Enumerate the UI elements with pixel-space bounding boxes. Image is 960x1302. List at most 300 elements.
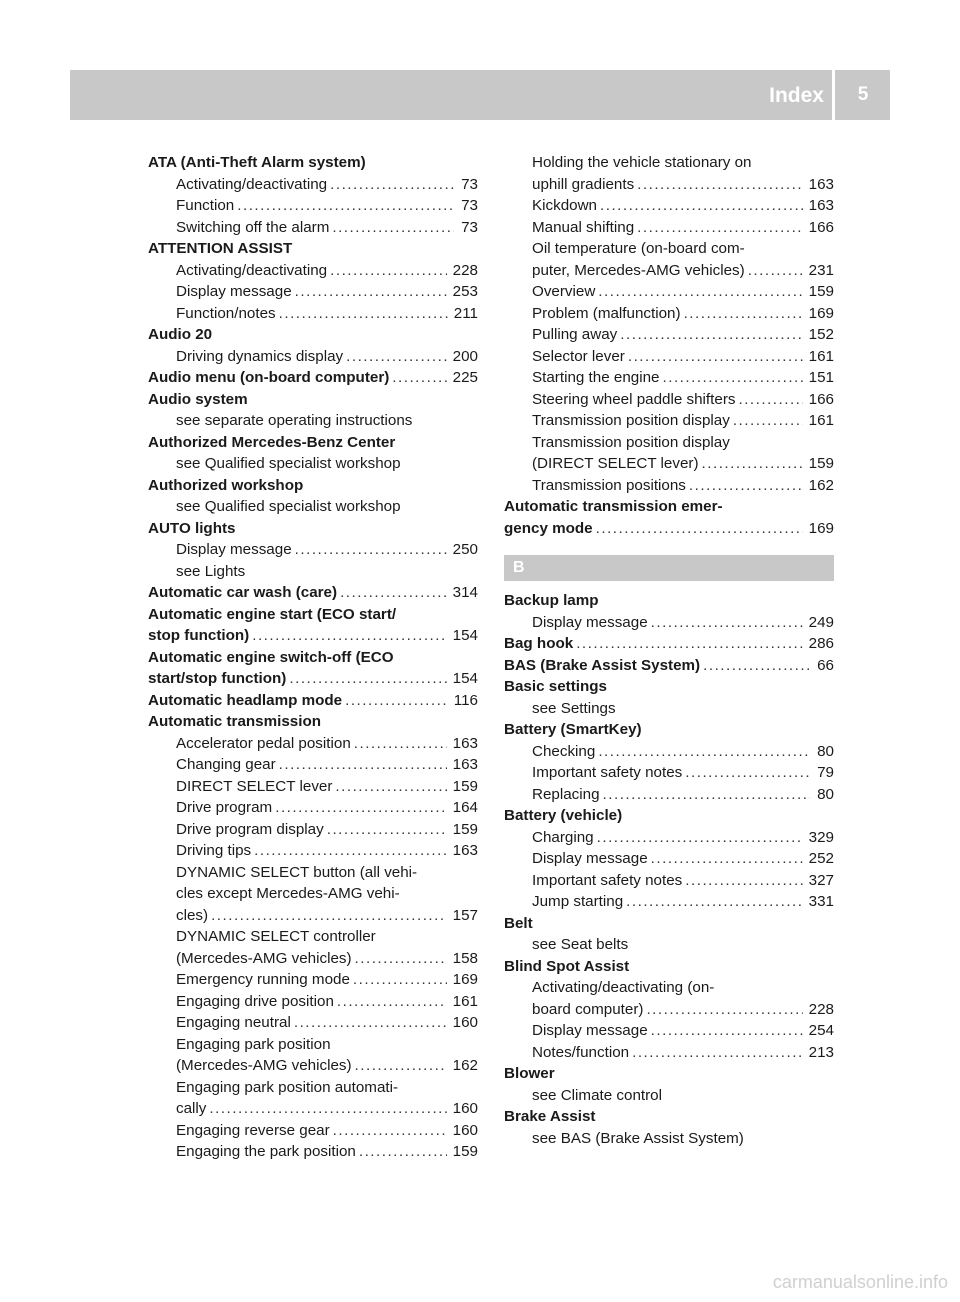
entry-text: puter, Mercedes-AMG vehicles) — [532, 261, 745, 279]
entry-text: Automatic car wash (care) — [148, 584, 338, 601]
index-subentry — [148, 948, 478, 970]
entry-text: Engaging park position automati- — [176, 1078, 399, 1096]
dot-leader — [685, 762, 810, 784]
entry-text: Notes/function — [532, 1043, 630, 1061]
dot-leader — [651, 848, 803, 870]
index-subentry — [504, 784, 834, 806]
page-ref: 249 — [808, 613, 834, 631]
dot-leader — [598, 281, 802, 303]
dot-leader — [620, 324, 802, 346]
page-ref: 152 — [808, 326, 834, 343]
index-subentry — [148, 1098, 478, 1120]
entry-text: Engaging drive position — [176, 992, 334, 1010]
entry-text: board computer) — [532, 1000, 644, 1018]
entry-text: Blower — [504, 1065, 555, 1082]
index-subentry — [148, 1012, 478, 1034]
dot-leader — [637, 217, 803, 239]
entry-text: (Mercedes-AMG vehicles) — [176, 949, 352, 967]
index-subentry — [148, 991, 478, 1013]
index-entry — [148, 582, 478, 604]
entry-text: Replacing — [532, 785, 600, 803]
dot-leader — [327, 819, 447, 841]
dot-leader — [237, 195, 454, 217]
entry-text: cles) — [176, 906, 209, 924]
index-subentry — [504, 1128, 834, 1150]
entry-text: Belt — [504, 914, 533, 932]
page-ref: 161 — [808, 347, 834, 365]
index-subentry — [504, 934, 834, 956]
entry-text: Audio 20 — [148, 326, 213, 343]
dot-leader — [598, 741, 810, 763]
page-ref: 164 — [452, 799, 478, 816]
index-subentry — [504, 741, 834, 763]
page-ref: 314 — [452, 584, 478, 601]
dot-leader — [703, 655, 810, 677]
header-divider — [832, 70, 835, 120]
page-ref: 163 — [452, 734, 478, 752]
entry-text: Engaging park position — [176, 1035, 331, 1053]
index-entry — [148, 324, 478, 346]
index-subentry — [148, 776, 478, 798]
index-subentry — [148, 453, 478, 475]
entry-text: Transmission position display — [532, 433, 730, 451]
entry-text: Drive program — [176, 799, 273, 816]
page-ref: 169 — [452, 971, 478, 988]
page-ref: 73 — [461, 197, 478, 214]
page-ref: 162 — [808, 476, 834, 494]
index-subentry — [148, 217, 478, 239]
index-list-continued — [504, 152, 834, 539]
entry-text: Brake Assist — [504, 1108, 596, 1125]
entry-text: Selector lever — [532, 347, 625, 365]
page-ref: 163 — [452, 842, 478, 859]
index-subentry — [504, 346, 834, 368]
index-subentry — [504, 389, 834, 411]
dot-leader — [335, 776, 446, 798]
entry-text: ATTENTION ASSIST — [148, 240, 293, 257]
page-ref: 253 — [452, 283, 478, 300]
dot-leader — [345, 690, 448, 712]
index-entry — [148, 625, 478, 647]
page-ref: 228 — [808, 1000, 834, 1018]
entry-text: ATA (Anti-Theft Alarm system) — [148, 154, 366, 171]
index-subentry — [148, 733, 478, 755]
page-ref: 157 — [452, 906, 478, 924]
index-subentry — [504, 453, 834, 475]
page-ref: 169 — [808, 519, 834, 537]
dot-leader — [689, 475, 803, 497]
index-subentry — [148, 862, 478, 884]
page-ref: 161 — [808, 412, 834, 429]
dot-leader — [330, 260, 447, 282]
page-ref: 80 — [817, 742, 834, 760]
index-subentry — [148, 926, 478, 948]
entry-text: Display message — [532, 613, 648, 631]
entry-text: cles except Mercedes-AMG vehi- — [176, 885, 400, 902]
entry-text: Display message — [176, 541, 292, 558]
entry-text: Important safety notes — [532, 871, 683, 889]
entry-text: Engaging reverse gear — [176, 1121, 330, 1139]
entry-text: Manual shifting — [532, 218, 635, 236]
index-subentry — [148, 819, 478, 841]
page-ref: 228 — [452, 261, 478, 279]
index-subentry — [504, 762, 834, 784]
entry-text: Accelerator pedal position — [176, 734, 351, 752]
entry-text: Audio system — [148, 390, 248, 408]
entry-text: Driving tips — [176, 842, 252, 859]
index-entry — [148, 432, 478, 454]
dot-leader — [603, 784, 810, 806]
index-entry — [504, 655, 834, 677]
index-subentry — [504, 174, 834, 196]
entry-text: Display message — [176, 283, 292, 300]
entry-text: Function — [176, 197, 235, 214]
page-ref: 329 — [808, 828, 834, 846]
page-ref: 166 — [808, 390, 834, 408]
index-subentry — [504, 217, 834, 239]
index-subentry — [504, 238, 834, 260]
entry-text: Transmission position display — [532, 412, 730, 429]
page-ref: 163 — [808, 175, 834, 193]
dot-leader — [685, 870, 802, 892]
page-ref: 66 — [817, 656, 834, 674]
dot-leader — [392, 367, 446, 389]
index-entry — [148, 475, 478, 497]
dot-leader — [646, 999, 802, 1021]
entry-text: cally — [176, 1100, 207, 1117]
page-ref: 213 — [808, 1043, 834, 1061]
dot-leader — [337, 991, 447, 1013]
entry-text: Steering wheel paddle shifters — [532, 390, 736, 408]
index-subentry — [504, 410, 834, 432]
index-subentry — [504, 324, 834, 346]
entry-text: Display message — [532, 850, 648, 867]
page-ref: 79 — [817, 764, 834, 781]
entry-text: see BAS (Brake Assist System) — [532, 1129, 744, 1147]
index-column-left — [148, 152, 478, 1163]
entry-text: Engaging neutral — [176, 1014, 291, 1031]
page-ref: 254 — [808, 1022, 834, 1039]
page-ref: 225 — [452, 369, 478, 386]
index-subentry — [504, 195, 834, 217]
index-entry — [148, 518, 478, 540]
dot-leader — [211, 905, 447, 927]
entry-text: Charging — [532, 828, 594, 846]
index-entry — [148, 367, 478, 389]
page-ref: 231 — [808, 261, 834, 279]
page-ref: 159 — [452, 777, 478, 795]
index-subentry — [148, 1077, 478, 1099]
entry-text: Starting the engine — [532, 369, 660, 386]
index-subentry — [148, 174, 478, 196]
index-entry — [148, 604, 478, 626]
page-ref: 160 — [452, 1014, 478, 1031]
entry-text: see Qualified specialist workshop — [176, 455, 401, 472]
index-entry — [148, 238, 478, 260]
entry-text: DYNAMIC SELECT button (all vehi- — [176, 863, 418, 881]
page-ref: 159 — [808, 455, 834, 472]
index-subentry — [148, 195, 478, 217]
dot-leader — [596, 518, 803, 540]
index-subentry — [504, 870, 834, 892]
index-subentry — [504, 1085, 834, 1107]
entry-text: (DIRECT SELECT lever) — [532, 455, 699, 472]
dot-leader — [576, 633, 802, 655]
index-subentry — [148, 260, 478, 282]
page-ref: 327 — [808, 871, 834, 889]
index-subentry — [504, 848, 834, 870]
index-subentry — [148, 1141, 478, 1163]
page-ref: 286 — [808, 635, 834, 652]
entry-text: see Climate control — [532, 1086, 662, 1104]
page-ref: 162 — [452, 1057, 478, 1074]
dot-leader — [355, 948, 447, 970]
entry-text: Drive program display — [176, 820, 324, 838]
dot-leader — [252, 625, 446, 647]
page-ref: 252 — [808, 850, 834, 867]
page-ref: 116 — [453, 691, 478, 709]
index-subentry — [148, 346, 478, 368]
page-ref: 151 — [808, 369, 834, 386]
dot-leader — [332, 217, 454, 239]
page-number: 5 — [857, 84, 869, 105]
entry-text: Battery (SmartKey) — [504, 721, 642, 738]
page-ref: 169 — [808, 304, 834, 322]
page-ref: 331 — [808, 893, 834, 910]
dot-leader — [738, 389, 802, 411]
dot-leader — [254, 840, 447, 862]
index-entry — [148, 152, 478, 174]
index-entry — [148, 711, 478, 733]
dot-leader — [684, 303, 803, 325]
index-subentry — [148, 1055, 478, 1077]
entry-text: Automatic transmission — [148, 713, 322, 730]
entry-text: Bag hook — [504, 635, 574, 652]
entry-text: Kickdown — [532, 197, 597, 214]
index-subentry — [504, 367, 834, 389]
entry-text: BAS (Brake Assist System) — [504, 656, 701, 674]
index-subentry — [504, 432, 834, 454]
index-entry — [504, 633, 834, 655]
index-entry — [504, 518, 834, 540]
index-subentry — [148, 754, 478, 776]
index-subentry — [504, 152, 834, 174]
index-entry — [504, 805, 834, 827]
index-entry — [504, 913, 834, 935]
index-entry — [504, 496, 834, 518]
index-subentry — [504, 977, 834, 999]
entry-text: Automatic headlamp mode — [148, 691, 343, 709]
dot-leader — [275, 797, 446, 819]
dot-leader — [340, 582, 447, 604]
page-title: Index — [769, 84, 824, 107]
page-ref: 154 — [452, 627, 478, 644]
index-subentry — [504, 303, 834, 325]
page-ref: 211 — [453, 304, 478, 322]
entry-text: stop function) — [148, 627, 250, 644]
index-entry — [504, 1063, 834, 1085]
entry-text: Automatic engine start (ECO start/ — [148, 605, 397, 623]
entry-text: see Qualified specialist workshop — [176, 498, 401, 515]
dot-leader — [651, 1020, 803, 1042]
entry-text: Checking — [532, 742, 596, 760]
index-subentry — [504, 475, 834, 497]
dot-leader — [632, 1042, 803, 1064]
page-ref: 160 — [452, 1121, 478, 1139]
page-ref: 160 — [452, 1100, 478, 1117]
dot-leader — [663, 367, 803, 389]
entry-text: Engaging the park position — [176, 1143, 356, 1160]
entry-text: Pulling away — [532, 326, 618, 343]
entry-text: Overview — [532, 283, 596, 300]
entry-text: Basic settings — [504, 678, 607, 695]
index-subentry — [504, 281, 834, 303]
entry-text: see Seat belts — [532, 936, 629, 953]
dot-leader — [651, 612, 803, 634]
dot-leader — [702, 453, 803, 475]
entry-text: Emergency running mode — [176, 971, 350, 988]
entry-text: Switching off the alarm — [176, 218, 330, 236]
index-subentry — [504, 891, 834, 913]
index-subentry — [504, 260, 834, 282]
index-subentry — [504, 1020, 834, 1042]
dot-leader — [353, 969, 447, 991]
index-subentry — [148, 1120, 478, 1142]
index-entry — [504, 956, 834, 978]
index-subentry — [148, 410, 478, 432]
entry-text: Function/notes — [176, 304, 276, 322]
dot-leader — [626, 891, 802, 913]
dot-leader — [295, 281, 447, 303]
entry-text: Display message — [532, 1022, 648, 1039]
dot-leader — [279, 754, 447, 776]
index-column-right — [504, 152, 834, 1149]
index-subentry — [148, 840, 478, 862]
page-ref: 159 — [808, 283, 834, 300]
index-subentry — [504, 827, 834, 849]
index-entry — [148, 668, 478, 690]
index-entry — [504, 676, 834, 698]
page-ref: 158 — [452, 949, 478, 967]
index-entry — [504, 1106, 834, 1128]
dot-leader — [597, 827, 803, 849]
page-ref: 73 — [461, 218, 478, 236]
index-entry — [504, 590, 834, 612]
index-list-b — [504, 590, 834, 1149]
entry-text: Backup lamp — [504, 592, 599, 609]
dot-leader — [637, 174, 802, 196]
dot-leader — [628, 346, 803, 368]
page-ref: 73 — [461, 175, 478, 193]
entry-text: Activating/deactivating — [176, 175, 328, 193]
index-subentry — [148, 1034, 478, 1056]
entry-text: (Mercedes-AMG vehicles) — [176, 1057, 352, 1074]
entry-text: Problem (malfunction) — [532, 304, 681, 322]
index-subentry — [148, 561, 478, 583]
page-ref: 159 — [452, 1143, 478, 1160]
entry-text: AUTO lights — [148, 519, 236, 537]
entry-text: see separate operating instructions — [176, 412, 413, 429]
index-subentry — [148, 905, 478, 927]
dot-leader — [294, 1012, 447, 1034]
page-ref: 163 — [452, 756, 478, 773]
entry-text: Activating/deactivating (on- — [532, 979, 715, 996]
entry-text: start/stop function) — [148, 670, 287, 687]
index-subentry — [148, 797, 478, 819]
entry-text: Changing gear — [176, 756, 276, 773]
entry-text: Driving dynamics display — [176, 347, 344, 365]
index-subentry — [504, 698, 834, 720]
entry-text: Important safety notes — [532, 764, 683, 781]
entry-text: DYNAMIC SELECT controller — [176, 928, 376, 945]
dot-leader — [600, 195, 803, 217]
section-letter: B — [513, 559, 525, 576]
dot-leader — [330, 174, 454, 196]
dot-leader — [346, 346, 447, 368]
dot-leader — [279, 303, 448, 325]
watermark: carmanualsonline.info — [772, 1272, 948, 1292]
entry-text: DIRECT SELECT lever — [176, 777, 333, 795]
dot-leader — [359, 1141, 447, 1163]
index-subentry — [148, 281, 478, 303]
page-ref: 159 — [452, 820, 478, 838]
entry-text: Jump starting — [532, 893, 624, 910]
page-ref: 161 — [452, 992, 478, 1010]
dot-leader — [295, 539, 447, 561]
page-ref: 250 — [452, 541, 478, 558]
index-entry — [148, 647, 478, 669]
entry-text: Battery (vehicle) — [504, 807, 623, 824]
entry-text: Authorized workshop — [148, 476, 304, 494]
entry-text: Oil temperature (on-board com- — [532, 240, 745, 257]
page-ref: 80 — [817, 785, 834, 803]
index-subentry — [148, 969, 478, 991]
entry-text: Authorized Mercedes-Benz Center — [148, 433, 396, 451]
entry-text: Transmission positions — [532, 476, 686, 494]
dot-leader — [289, 668, 446, 690]
entry-text: Automatic engine switch-off (ECO — [148, 648, 394, 666]
index-entry — [148, 389, 478, 411]
page-ref: 166 — [808, 218, 834, 236]
index-subentry — [148, 496, 478, 518]
dot-leader — [748, 260, 803, 282]
index-subentry — [148, 539, 478, 561]
index-subentry — [504, 999, 834, 1021]
dot-leader — [354, 733, 447, 755]
section-header-b — [504, 555, 834, 581]
dot-leader — [209, 1098, 446, 1120]
entry-text: Activating/deactivating — [176, 261, 328, 279]
index-entry — [148, 690, 478, 712]
entry-text: see Lights — [176, 562, 246, 580]
page-ref: 154 — [452, 670, 478, 687]
page-ref: 200 — [452, 347, 478, 365]
entry-text: Automatic transmission emer- — [504, 498, 723, 515]
entry-text: Holding the vehicle stationary on — [532, 154, 752, 171]
page-ref: 163 — [808, 197, 834, 214]
entry-text: gency mode — [504, 519, 593, 537]
dot-leader — [355, 1055, 447, 1077]
index-subentry — [148, 883, 478, 905]
index-subentry — [148, 303, 478, 325]
index-entry — [504, 719, 834, 741]
index-subentry — [504, 1042, 834, 1064]
dot-leader — [733, 410, 803, 432]
dot-leader — [333, 1120, 447, 1142]
index-subentry — [504, 612, 834, 634]
entry-text: see Settings — [532, 699, 616, 717]
entry-text: Blind Spot Assist — [504, 957, 630, 975]
